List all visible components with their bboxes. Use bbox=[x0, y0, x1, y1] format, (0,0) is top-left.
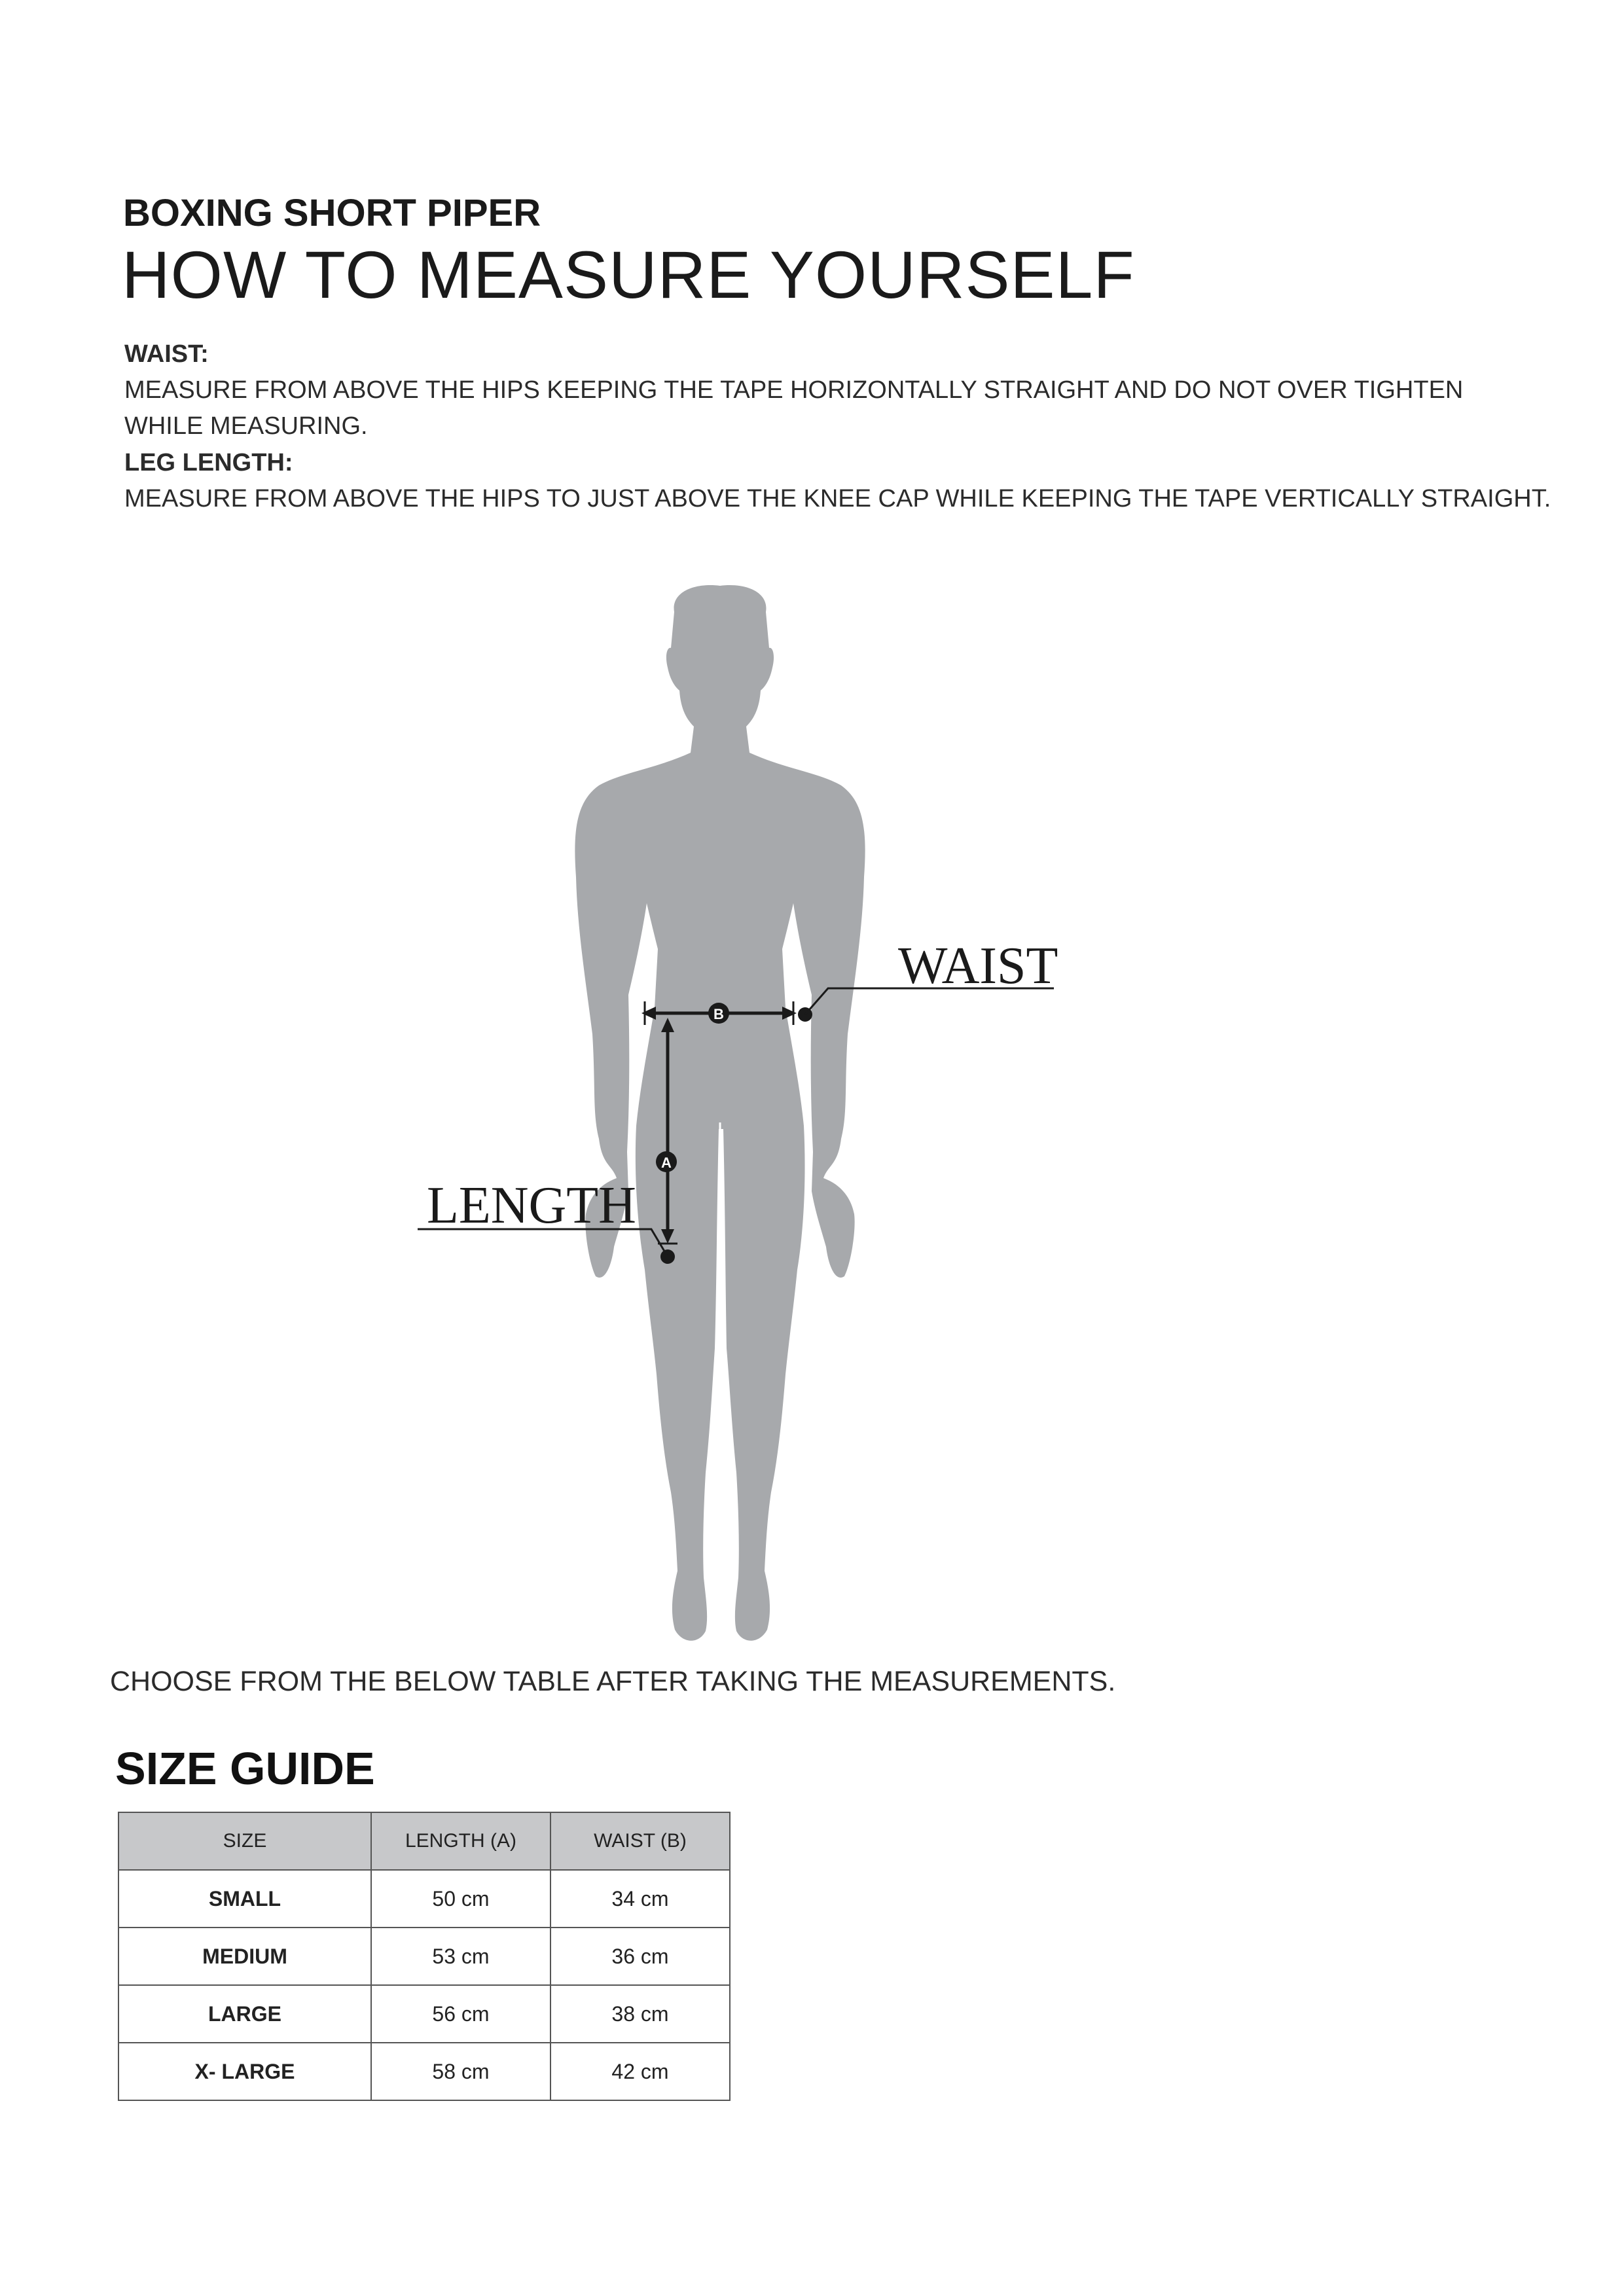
page-title: HOW TO MEASURE YOURSELF bbox=[122, 238, 1135, 312]
length-cell: 58 cm bbox=[371, 2043, 550, 2100]
choose-instruction: CHOOSE FROM THE BELOW TABLE AFTER TAKING THE MEASUREMENTS. bbox=[110, 1666, 1116, 1697]
waist-cell: 34 cm bbox=[550, 1870, 730, 1928]
leg-length-instruction: MEASURE FROM ABOVE THE HIPS TO JUST ABOVE THE KNEE CAP WHILE KEEPING THE TAPE VERTICALLY STRAIGHT. bbox=[124, 485, 1551, 512]
table-header-row bbox=[118, 1812, 730, 1870]
length-cell: 56 cm bbox=[371, 1985, 550, 2043]
column-header-size: SIZE bbox=[118, 1812, 371, 1870]
size-guide-title: SIZE GUIDE bbox=[115, 1743, 375, 1794]
product-subtitle: BOXING SHORT PIPER bbox=[123, 192, 541, 234]
column-header-waist: WAIST (B) bbox=[550, 1812, 730, 1870]
table-row bbox=[118, 1928, 730, 1985]
waist-cell: 36 cm bbox=[550, 1928, 730, 1985]
size-cell: LARGE bbox=[118, 1985, 371, 2043]
waist-instruction-line2: WHILE MEASURING. bbox=[124, 412, 368, 440]
size-cell: MEDIUM bbox=[118, 1928, 371, 1985]
leg-length-heading: LEG LENGTH: bbox=[124, 449, 293, 476]
column-header-length: LENGTH (A) bbox=[371, 1812, 550, 1870]
waist-label: WAIST bbox=[898, 937, 1058, 995]
body-silhouette bbox=[575, 585, 865, 1641]
table-row bbox=[118, 1870, 730, 1928]
length-label: LENGTH bbox=[427, 1177, 636, 1234]
size-cell: SMALL bbox=[118, 1870, 371, 1928]
marker-b-letter: B bbox=[713, 1006, 724, 1022]
waist-instruction-line1: MEASURE FROM ABOVE THE HIPS KEEPING THE TAPE HORIZONTALLY STRAIGHT AND DO NOT OVER TIGHTEN bbox=[124, 376, 1464, 404]
table-row bbox=[118, 2043, 730, 2100]
length-cell: 50 cm bbox=[371, 1870, 550, 1928]
length-cell: 53 cm bbox=[371, 1928, 550, 1985]
size-guide-table bbox=[118, 1812, 731, 2101]
waist-cell: 42 cm bbox=[550, 2043, 730, 2100]
marker-a-letter: A bbox=[661, 1155, 672, 1171]
size-cell: X- LARGE bbox=[118, 2043, 371, 2100]
waist-heading: WAIST: bbox=[124, 340, 209, 368]
table-row bbox=[118, 1985, 730, 2043]
waist-cell: 38 cm bbox=[550, 1985, 730, 2043]
